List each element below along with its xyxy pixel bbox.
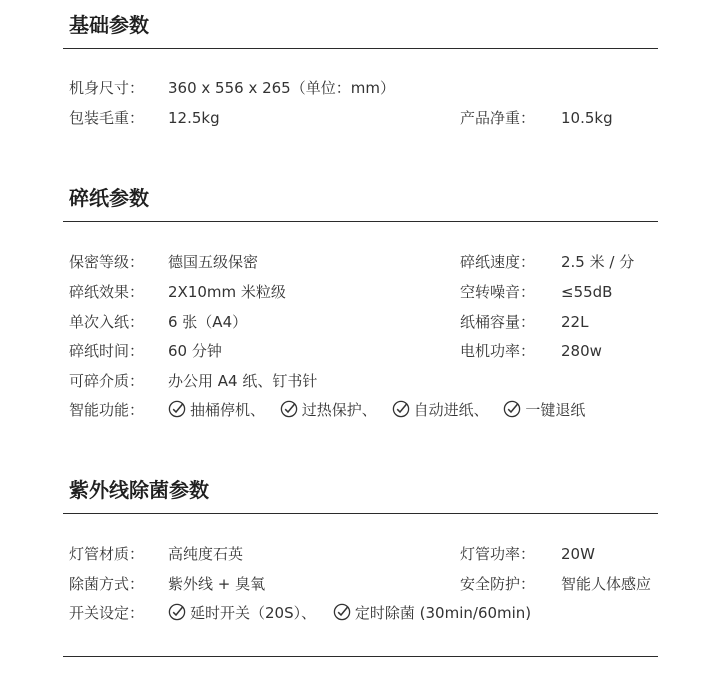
spec-label: 碎纸效果： [69,283,145,301]
spec-label: 包装毛重： [69,109,145,127]
spec-value: ≤55dB [561,283,613,301]
feature-item [392,399,489,421]
spec-value: 22L [561,313,589,331]
spec-value: 10.5kg [561,109,613,127]
section-title-uv: 紫外线除菌参数 [69,478,209,502]
spec-value: 德国五级保密 [168,253,259,271]
spec-value: 280w [561,342,602,360]
feature-label: 过热保护、 [301,401,377,419]
section-divider [63,221,658,222]
spec-label: 灯管功率： [460,545,536,563]
spec-label: 碎纸速度： [460,253,536,271]
spec-row [0,399,727,421]
feature-item [168,399,265,421]
spec-row [0,77,727,99]
feature-item [280,399,377,421]
feature-list [168,399,595,421]
spec-row [0,281,727,303]
spec-label: 保密等级： [69,253,145,271]
spec-value: 60 分钟 [168,342,222,360]
spec-row [0,311,727,333]
check-circle-icon [333,603,351,621]
spec-label: 电机功率： [460,342,536,360]
spec-label: 可碎介质： [69,372,145,390]
feature-list [168,602,541,624]
spec-value: 高纯度石英 [168,545,244,563]
section-divider [63,48,658,49]
feature-label: 一键退纸 [525,401,586,419]
check-circle-icon [168,603,186,621]
spec-row [0,543,727,565]
spec-label: 灯管材质： [69,545,145,563]
spec-value: 6 张（A4） [168,313,248,331]
spec-label: 安全防护： [460,575,536,593]
section-title-basic: 基础参数 [69,13,149,37]
check-circle-icon [280,400,298,418]
spec-row [0,107,727,129]
check-circle-icon [392,400,410,418]
feature-item [168,602,316,624]
spec-value: 360 x 556 x 265（单位：mm） [168,79,395,97]
spec-row [0,602,727,624]
section-title-shredding: 碎纸参数 [69,186,149,210]
spec-label: 智能功能： [69,401,145,419]
section-divider [63,513,658,514]
spec-label: 机身尺寸： [69,79,145,97]
feature-item [503,399,585,421]
feature-label: 定时除菌 (30min/60min) [354,604,532,622]
spec-row [0,340,727,362]
spec-label: 单次入纸： [69,313,145,331]
feature-label: 延时开关（20S）、 [190,604,317,622]
spec-row [0,573,727,595]
bottom-divider [63,656,658,657]
spec-row [0,370,727,392]
feature-label: 自动进纸、 [413,401,489,419]
spec-value: 智能人体感应 [561,575,652,593]
spec-value: 2.5 米 / 分 [561,253,635,271]
spec-label: 碎纸时间： [69,342,145,360]
check-circle-icon [503,400,521,418]
feature-label: 抽桶停机、 [190,401,266,419]
spec-value: 办公用 A4 纸、钉书针 [168,372,318,390]
spec-label: 纸桶容量： [460,313,536,331]
spec-label: 除菌方式： [69,575,145,593]
check-circle-icon [168,400,186,418]
spec-row [0,251,727,273]
spec-value: 20W [561,545,595,563]
spec-label: 开关设定： [69,604,145,622]
spec-value: 2X10mm 米粒级 [168,283,286,301]
spec-value: 紫外线 + 臭氧 [168,575,266,593]
spec-label: 产品净重： [460,109,536,127]
spec-label: 空转噪音： [460,283,536,301]
spec-value: 12.5kg [168,109,220,127]
feature-item [333,602,531,624]
